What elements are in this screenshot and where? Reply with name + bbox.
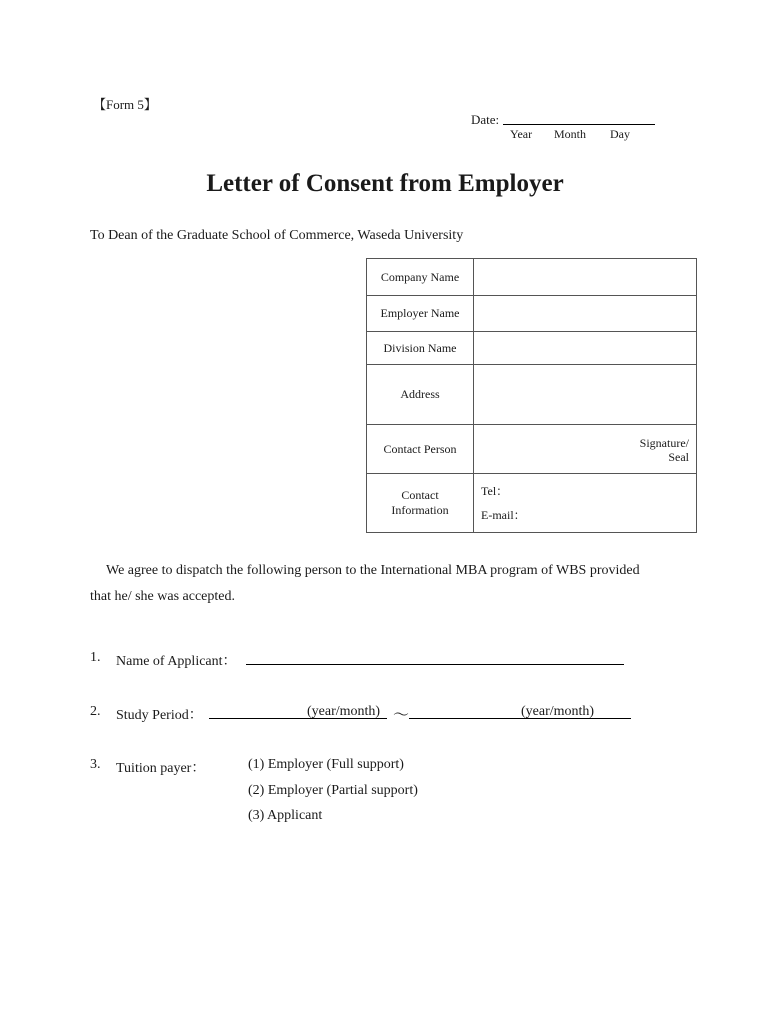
date-day-label: Day [610, 127, 630, 141]
division-name-label: Division Name [367, 332, 474, 365]
signature-seal-label [640, 436, 689, 464]
study-period-label: Study Period： [116, 708, 203, 723]
address-field[interactable] [474, 365, 697, 425]
applicant-name-label: Name of Applicant： [116, 654, 237, 669]
study-start-unit: (year/month) [307, 704, 381, 719]
seal-label: Seal [668, 450, 689, 464]
date-month-label: Month [554, 127, 587, 141]
information-label: Information [391, 503, 449, 517]
contact-person-label: Contact Person [367, 425, 474, 474]
table-row [367, 425, 697, 474]
address-label: Address [367, 365, 474, 425]
contact-information-label [367, 474, 474, 533]
study-period-number: 2. [90, 704, 101, 719]
agreement-text-line1: We agree to dispatch the following person to the International MBA program of WBS provided [106, 563, 640, 578]
tilde-separator: ～ [393, 707, 410, 724]
table-row [367, 332, 697, 365]
employer-name-field[interactable] [474, 296, 697, 332]
study-end-line[interactable] [409, 718, 631, 719]
table-row [367, 259, 697, 296]
contact-person-field[interactable] [474, 425, 697, 474]
company-name-label: Company Name [367, 259, 474, 296]
email-label: E-mail： [481, 508, 526, 522]
table-row [367, 365, 697, 425]
tuition-option-applicant[interactable]: (3) Applicant [248, 808, 323, 823]
employer-name-label: Employer Name [367, 296, 474, 332]
study-end-unit: (year/month) [521, 704, 595, 719]
form-number-label: 【Form 5】 [93, 97, 157, 112]
applicant-name-line[interactable] [246, 664, 624, 665]
tuition-payer-label: Tuition payer： [116, 761, 206, 776]
table-row [367, 296, 697, 332]
contact-label: Contact [401, 488, 439, 502]
date-label: Date: [471, 112, 500, 127]
employer-info-table [366, 258, 697, 533]
applicant-number: 1. [90, 650, 101, 665]
date-input-line[interactable] [503, 124, 655, 125]
tuition-option-full-support[interactable]: (1) Employer (Full support) [248, 757, 404, 772]
tel-label: Tel： [481, 484, 509, 498]
agreement-text-line2: that he/ she was accepted. [90, 589, 235, 604]
company-name-field[interactable] [474, 259, 697, 296]
tuition-payer-number: 3. [90, 757, 101, 772]
signature-label: Signature/ [639, 436, 689, 450]
date-year-label: Year [510, 127, 533, 141]
contact-information-field[interactable] [474, 474, 697, 533]
division-name-field[interactable] [474, 332, 697, 365]
tuition-option-partial-support[interactable]: (2) Employer (Partial support) [248, 783, 418, 798]
addressee-line: To Dean of the Graduate School of Commerce, Waseda University [90, 228, 464, 243]
table-row [367, 474, 697, 533]
page-title: Letter of Consent from Employer [206, 170, 564, 197]
